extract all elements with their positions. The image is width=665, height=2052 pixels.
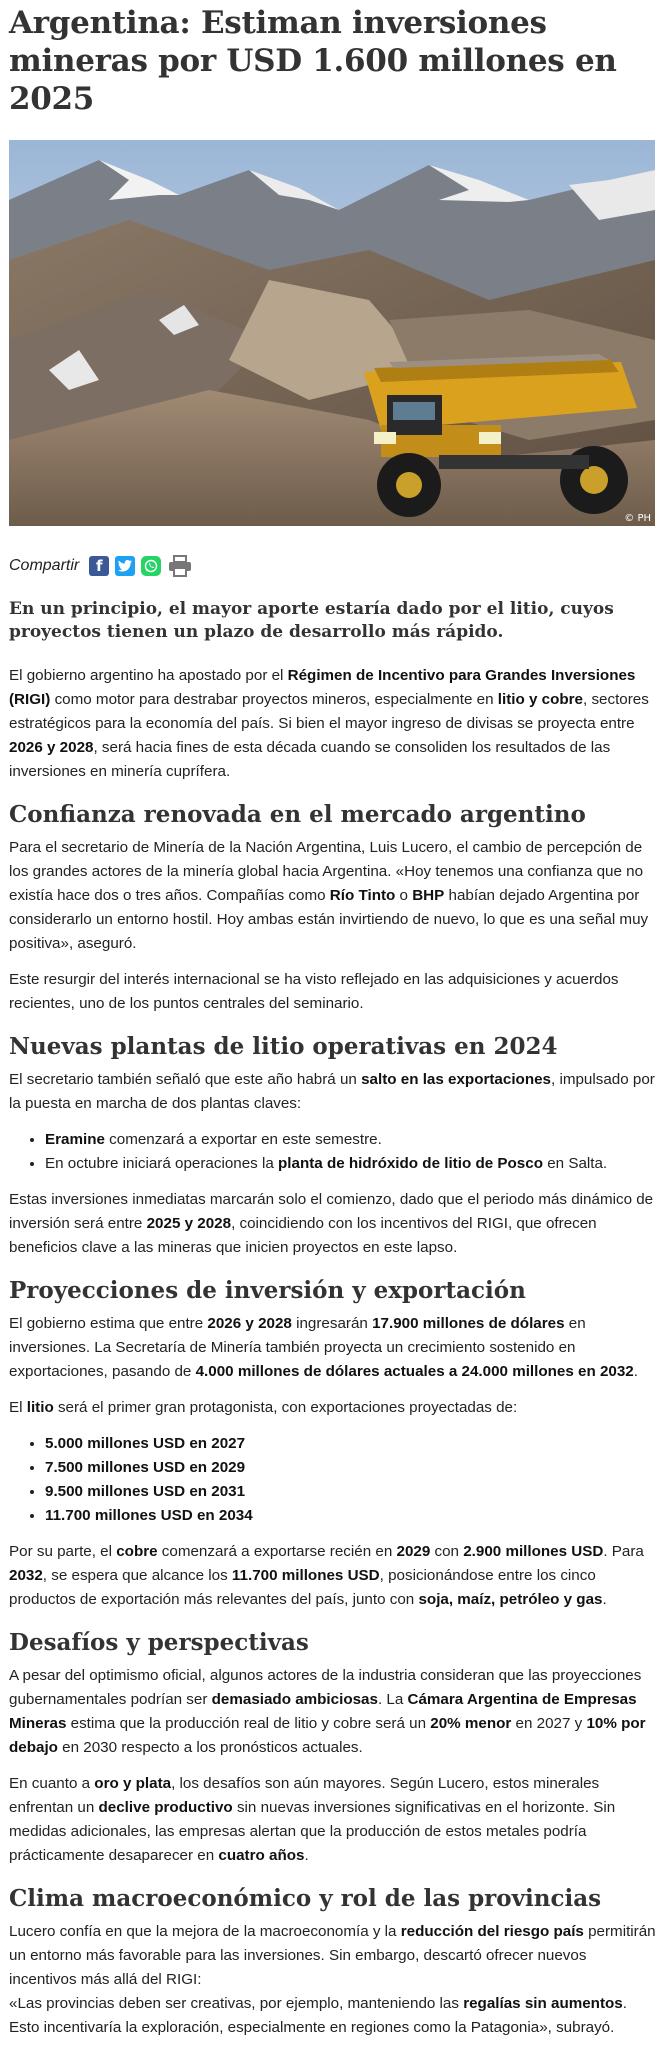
share-bar: [9, 556, 656, 576]
article-title: Argentina: Estiman inversiones mineras por USD 1.600 millones en 2025: [9, 5, 617, 117]
paragraph: A pesar del optimismo oficial, algunos actores de la industria consideran que las proyecciones gubernamentales podrían ser demasiado ambiciosas. La Cámara Argentina de Empresas Mineras estima que la producción real de litio y cobre será un 20% menor en 2027 y 10% por debajo en 2030 respecto a los pronósticos actuales.: [9, 1667, 646, 1756]
facebook-icon[interactable]: f: [89, 556, 109, 576]
image-credit: © PH: [624, 513, 651, 524]
paragraph: El secretario también señaló que este año habrá un salto en las exportaciones, impulsado por la puesta en marcha de dos plantas claves:: [9, 1071, 655, 1112]
paragraph: Por su parte, el cobre comenzará a exportarse recién en 2029 con 2.900 millones USD. Para 2032, se espera que alcance los 11.700 millones USD, posicionándose entre los cinco productos de exportación más relevantes del país, junto con soja, maíz, petróleo y gas.: [9, 1543, 644, 1608]
intro-paragraph: El gobierno argentino ha apostado por el Régimen de Incentivo para Grandes Inversiones (RIGI) como motor para destrabar proyectos mineros, especialmente en litio y cobre, sectores estratégicos para la economía del país. Si bien el mayor ingreso de divisas se proyecta entre 2026 y 2028, será hacia fines de esta década cuando se consoliden los resultados de las inversiones en minería cuprífera.: [9, 667, 649, 780]
lithium-exports-list: [9, 1432, 656, 1528]
paragraph: En cuanto a oro y plata, los desafíos son aún mayores. Según Lucero, estos minerales enfrentan un declive productivo sin nuevas inversiones significativas en el horizonte. Sin medidas adicionales, las empresas alertan que la producción de estos metales podría prácticamente desaparecer en cuatro años.: [9, 1775, 616, 1864]
list-item: • Eramine comenzará a exportar en este semestre.: [45, 1128, 656, 1152]
paragraph: Para el secretario de Minería de la Nación Argentina, Luis Lucero, el cambio de percepción de los grandes actores de la minería global hacia Argentina. «Hoy tenemos una confianza que no existía hace dos o tres años. Compañías como Río Tinto o BHP habían dejado Argentina por considerarlo un entorno hostil. Hoy ambas están invirtiendo de nuevo, lo que es una señal muy positiva», aseguró.: [9, 839, 649, 952]
article: [0, 4, 665, 2040]
mining-truck-illustration: [9, 140, 655, 526]
share-label: Compartir: [9, 557, 80, 574]
whatsapp-icon[interactable]: [141, 556, 161, 576]
list-item: • 5.000 millones USD en 2027: [45, 1432, 656, 1456]
section-heading: Clima macroeconómico y rol de las provincias: [9, 1885, 602, 1912]
list-item: • 7.500 millones USD en 2029: [45, 1456, 656, 1480]
list-item: • 11.700 millones USD en 2034: [45, 1504, 656, 1528]
section-heading: Proyecciones de inversión y exportación: [9, 1277, 526, 1304]
paragraph: Lucero confía en que la mejora de la macroeconomía y la reducción del riesgo país permitirán un entorno más favorable para las inversiones. Sin embargo, descartó ofrecer nuevos incentivos más allá del RIGI: «Las provincias deben ser creativas, por ejemplo, manteniendo las regalías sin aumentos. Esto incentivaría la exploración, especialmente en regiones como la Patagonia», subrayó.: [9, 1923, 656, 2036]
plants-list: [9, 1128, 656, 1176]
section-heading: Desafíos y perspectivas: [9, 1629, 309, 1656]
list-item: • 9.500 millones USD en 2031: [45, 1480, 656, 1504]
twitter-icon[interactable]: [115, 556, 135, 576]
article-lead: En un principio, el mayor aporte estaría dado por el litio, cuyos proyectos tienen un plazo de desarrollo más rápido.: [9, 599, 614, 642]
section-heading: Nuevas plantas de litio operativas en 2024: [9, 1033, 558, 1060]
print-icon[interactable]: [167, 556, 193, 576]
paragraph: Este resurgir del interés internacional se ha visto reflejado en las adquisiciones y acuerdos recientes, uno de los puntos centrales del seminario.: [9, 971, 619, 1012]
paragraph: El gobierno estima que entre 2026 y 2028 ingresarán 17.900 millones de dólares en inversiones. La Secretaría de Minería también proyecta un crecimiento sostenido en exportaciones, pasando de 4.000 millones de dólares actuales a 24.000 millones en 2032.: [9, 1315, 638, 1380]
section-heading: Confianza renovada en el mercado argentino: [9, 801, 586, 828]
list-item: • En octubre iniciará operaciones la planta de hidróxido de litio de Posco en Salta.: [45, 1152, 656, 1176]
paragraph: El litio será el primer gran protagonista, con exportaciones proyectadas de:: [9, 1399, 518, 1416]
hero-image: [9, 140, 655, 526]
paragraph: Estas inversiones inmediatas marcarán solo el comienzo, dado que el periodo más dinámico de inversión será entre 2025 y 2028, coincidiendo con los incentivos del RIGI, que ofrecen beneficios clave a las mineras que inicien proyectos en este lapso.: [9, 1191, 654, 1256]
